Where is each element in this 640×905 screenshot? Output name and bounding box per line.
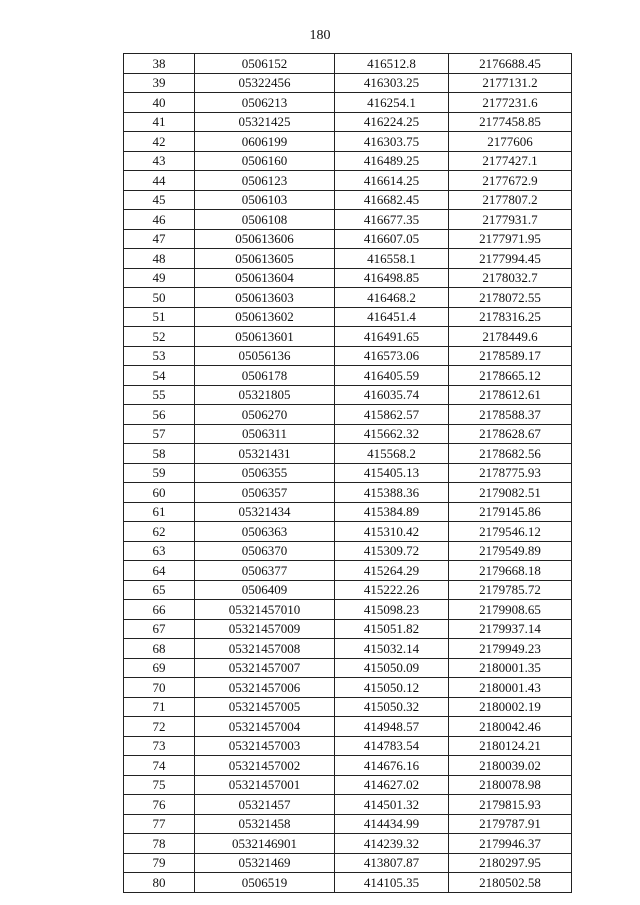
point-id-cell: 050613602 bbox=[195, 307, 335, 327]
x-coordinate-cell: 415264.29 bbox=[335, 561, 449, 581]
row-number-cell: 57 bbox=[124, 424, 195, 444]
y-coordinate-cell: 2177931.7 bbox=[449, 210, 572, 230]
table-row bbox=[124, 463, 572, 483]
x-coordinate-cell: 414239.32 bbox=[335, 834, 449, 854]
point-id-cell: 0532146901 bbox=[195, 834, 335, 854]
table-row bbox=[124, 600, 572, 620]
y-coordinate-cell: 2177994.45 bbox=[449, 249, 572, 269]
y-coordinate-cell: 2179937.14 bbox=[449, 619, 572, 639]
table-row bbox=[124, 853, 572, 873]
row-number-cell: 53 bbox=[124, 346, 195, 366]
table-row bbox=[124, 795, 572, 815]
y-coordinate-cell: 2180502.58 bbox=[449, 873, 572, 893]
x-coordinate-cell: 414676.16 bbox=[335, 756, 449, 776]
x-coordinate-cell: 415309.72 bbox=[335, 541, 449, 561]
row-number-cell: 60 bbox=[124, 483, 195, 503]
x-coordinate-cell: 414627.02 bbox=[335, 775, 449, 795]
table-row bbox=[124, 171, 572, 191]
table-row bbox=[124, 73, 572, 93]
x-coordinate-cell: 414105.35 bbox=[335, 873, 449, 893]
row-number-cell: 70 bbox=[124, 678, 195, 698]
y-coordinate-cell: 2179787.91 bbox=[449, 814, 572, 834]
row-number-cell: 75 bbox=[124, 775, 195, 795]
y-coordinate-cell: 2180001.43 bbox=[449, 678, 572, 698]
table-row bbox=[124, 54, 572, 74]
y-coordinate-cell: 2178682.56 bbox=[449, 444, 572, 464]
point-id-cell: 05321457002 bbox=[195, 756, 335, 776]
y-coordinate-cell: 2178665.12 bbox=[449, 366, 572, 386]
row-number-cell: 38 bbox=[124, 54, 195, 74]
x-coordinate-cell: 415050.12 bbox=[335, 678, 449, 698]
point-id-cell: 05321431 bbox=[195, 444, 335, 464]
row-number-cell: 61 bbox=[124, 502, 195, 522]
table-row bbox=[124, 580, 572, 600]
point-id-cell: 05321457009 bbox=[195, 619, 335, 639]
point-id-cell: 0506357 bbox=[195, 483, 335, 503]
y-coordinate-cell: 2178588.37 bbox=[449, 405, 572, 425]
table-row bbox=[124, 697, 572, 717]
table-row bbox=[124, 444, 572, 464]
x-coordinate-cell: 415568.2 bbox=[335, 444, 449, 464]
y-coordinate-cell: 2178316.25 bbox=[449, 307, 572, 327]
x-coordinate-cell: 416405.59 bbox=[335, 366, 449, 386]
table-row bbox=[124, 502, 572, 522]
table-row bbox=[124, 561, 572, 581]
row-number-cell: 42 bbox=[124, 132, 195, 152]
point-id-cell: 0506160 bbox=[195, 151, 335, 171]
y-coordinate-cell: 2179946.37 bbox=[449, 834, 572, 854]
y-coordinate-cell: 2179546.12 bbox=[449, 522, 572, 542]
table-row bbox=[124, 405, 572, 425]
point-id-cell: 05321457006 bbox=[195, 678, 335, 698]
coordinates-table bbox=[123, 53, 572, 893]
y-coordinate-cell: 2179815.93 bbox=[449, 795, 572, 815]
row-number-cell: 67 bbox=[124, 619, 195, 639]
y-coordinate-cell: 2177427.1 bbox=[449, 151, 572, 171]
x-coordinate-cell: 415222.26 bbox=[335, 580, 449, 600]
table-row bbox=[124, 424, 572, 444]
point-id-cell: 0506519 bbox=[195, 873, 335, 893]
x-coordinate-cell: 416468.2 bbox=[335, 288, 449, 308]
table-row bbox=[124, 229, 572, 249]
table-row bbox=[124, 385, 572, 405]
point-id-cell: 05321457003 bbox=[195, 736, 335, 756]
point-id-cell: 050613604 bbox=[195, 268, 335, 288]
x-coordinate-cell: 415862.57 bbox=[335, 405, 449, 425]
point-id-cell: 05321457008 bbox=[195, 639, 335, 659]
point-id-cell: 05321805 bbox=[195, 385, 335, 405]
table-row bbox=[124, 658, 572, 678]
x-coordinate-cell: 416035.74 bbox=[335, 385, 449, 405]
y-coordinate-cell: 2180297.95 bbox=[449, 853, 572, 873]
table-row bbox=[124, 619, 572, 639]
x-coordinate-cell: 414434.99 bbox=[335, 814, 449, 834]
y-coordinate-cell: 2177131.2 bbox=[449, 73, 572, 93]
point-id-cell: 050613601 bbox=[195, 327, 335, 347]
table-row bbox=[124, 307, 572, 327]
y-coordinate-cell: 2180124.21 bbox=[449, 736, 572, 756]
y-coordinate-cell: 2178612.61 bbox=[449, 385, 572, 405]
table-row bbox=[124, 112, 572, 132]
row-number-cell: 74 bbox=[124, 756, 195, 776]
point-id-cell: 05321434 bbox=[195, 502, 335, 522]
x-coordinate-cell: 414501.32 bbox=[335, 795, 449, 815]
point-id-cell: 05322456 bbox=[195, 73, 335, 93]
table-row bbox=[124, 93, 572, 113]
row-number-cell: 50 bbox=[124, 288, 195, 308]
row-number-cell: 58 bbox=[124, 444, 195, 464]
point-id-cell: 05321457004 bbox=[195, 717, 335, 737]
row-number-cell: 77 bbox=[124, 814, 195, 834]
y-coordinate-cell: 2179908.65 bbox=[449, 600, 572, 620]
point-id-cell: 0506355 bbox=[195, 463, 335, 483]
row-number-cell: 73 bbox=[124, 736, 195, 756]
table-row bbox=[124, 327, 572, 347]
row-number-cell: 49 bbox=[124, 268, 195, 288]
row-number-cell: 59 bbox=[124, 463, 195, 483]
coordinates-table-body bbox=[124, 54, 572, 893]
x-coordinate-cell: 415050.09 bbox=[335, 658, 449, 678]
point-id-cell: 05321425 bbox=[195, 112, 335, 132]
row-number-cell: 43 bbox=[124, 151, 195, 171]
y-coordinate-cell: 2176688.45 bbox=[449, 54, 572, 74]
row-number-cell: 44 bbox=[124, 171, 195, 191]
table-row bbox=[124, 522, 572, 542]
point-id-cell: 05321469 bbox=[195, 853, 335, 873]
x-coordinate-cell: 416607.05 bbox=[335, 229, 449, 249]
x-coordinate-cell: 415050.32 bbox=[335, 697, 449, 717]
table-row bbox=[124, 366, 572, 386]
row-number-cell: 66 bbox=[124, 600, 195, 620]
y-coordinate-cell: 2180078.98 bbox=[449, 775, 572, 795]
y-coordinate-cell: 2178072.55 bbox=[449, 288, 572, 308]
row-number-cell: 63 bbox=[124, 541, 195, 561]
point-id-cell: 05321457007 bbox=[195, 658, 335, 678]
x-coordinate-cell: 416498.85 bbox=[335, 268, 449, 288]
row-number-cell: 52 bbox=[124, 327, 195, 347]
row-number-cell: 56 bbox=[124, 405, 195, 425]
point-id-cell: 0506311 bbox=[195, 424, 335, 444]
x-coordinate-cell: 416303.25 bbox=[335, 73, 449, 93]
y-coordinate-cell: 2178628.67 bbox=[449, 424, 572, 444]
x-coordinate-cell: 416303.75 bbox=[335, 132, 449, 152]
y-coordinate-cell: 2177971.95 bbox=[449, 229, 572, 249]
y-coordinate-cell: 2179549.89 bbox=[449, 541, 572, 561]
x-coordinate-cell: 414948.57 bbox=[335, 717, 449, 737]
row-number-cell: 80 bbox=[124, 873, 195, 893]
table-row bbox=[124, 775, 572, 795]
row-number-cell: 46 bbox=[124, 210, 195, 230]
x-coordinate-cell: 416491.65 bbox=[335, 327, 449, 347]
row-number-cell: 65 bbox=[124, 580, 195, 600]
y-coordinate-cell: 2180042.46 bbox=[449, 717, 572, 737]
row-number-cell: 45 bbox=[124, 190, 195, 210]
row-number-cell: 39 bbox=[124, 73, 195, 93]
point-id-cell: 0506178 bbox=[195, 366, 335, 386]
x-coordinate-cell: 415662.32 bbox=[335, 424, 449, 444]
x-coordinate-cell: 416682.45 bbox=[335, 190, 449, 210]
x-coordinate-cell: 416614.25 bbox=[335, 171, 449, 191]
table-row bbox=[124, 814, 572, 834]
row-number-cell: 51 bbox=[124, 307, 195, 327]
x-coordinate-cell: 416558.1 bbox=[335, 249, 449, 269]
table-row bbox=[124, 249, 572, 269]
y-coordinate-cell: 2178589.17 bbox=[449, 346, 572, 366]
table-row bbox=[124, 717, 572, 737]
table-row bbox=[124, 132, 572, 152]
x-coordinate-cell: 415405.13 bbox=[335, 463, 449, 483]
page-number: 180 bbox=[309, 28, 331, 43]
row-number-cell: 47 bbox=[124, 229, 195, 249]
y-coordinate-cell: 2178449.6 bbox=[449, 327, 572, 347]
table-row bbox=[124, 346, 572, 366]
point-id-cell: 0506370 bbox=[195, 541, 335, 561]
point-id-cell: 05056136 bbox=[195, 346, 335, 366]
x-coordinate-cell: 415310.42 bbox=[335, 522, 449, 542]
row-number-cell: 55 bbox=[124, 385, 195, 405]
y-coordinate-cell: 2179949.23 bbox=[449, 639, 572, 659]
x-coordinate-cell: 415388.36 bbox=[335, 483, 449, 503]
point-id-cell: 05321458 bbox=[195, 814, 335, 834]
point-id-cell: 0506108 bbox=[195, 210, 335, 230]
point-id-cell: 0506103 bbox=[195, 190, 335, 210]
table-row bbox=[124, 736, 572, 756]
y-coordinate-cell: 2177458.85 bbox=[449, 112, 572, 132]
table-row bbox=[124, 873, 572, 893]
x-coordinate-cell: 416489.25 bbox=[335, 151, 449, 171]
row-number-cell: 54 bbox=[124, 366, 195, 386]
y-coordinate-cell: 2179785.72 bbox=[449, 580, 572, 600]
x-coordinate-cell: 414783.54 bbox=[335, 736, 449, 756]
table-row bbox=[124, 483, 572, 503]
y-coordinate-cell: 2179082.51 bbox=[449, 483, 572, 503]
point-id-cell: 05321457001 bbox=[195, 775, 335, 795]
row-number-cell: 71 bbox=[124, 697, 195, 717]
y-coordinate-cell: 2179668.18 bbox=[449, 561, 572, 581]
table-row bbox=[124, 756, 572, 776]
row-number-cell: 78 bbox=[124, 834, 195, 854]
row-number-cell: 68 bbox=[124, 639, 195, 659]
point-id-cell: 0506152 bbox=[195, 54, 335, 74]
row-number-cell: 40 bbox=[124, 93, 195, 113]
y-coordinate-cell: 2180039.02 bbox=[449, 756, 572, 776]
y-coordinate-cell: 2177807.2 bbox=[449, 190, 572, 210]
row-number-cell: 79 bbox=[124, 853, 195, 873]
point-id-cell: 050613603 bbox=[195, 288, 335, 308]
point-id-cell: 0606199 bbox=[195, 132, 335, 152]
x-coordinate-cell: 416573.06 bbox=[335, 346, 449, 366]
row-number-cell: 41 bbox=[124, 112, 195, 132]
y-coordinate-cell: 2177672.9 bbox=[449, 171, 572, 191]
point-id-cell: 0506409 bbox=[195, 580, 335, 600]
point-id-cell: 05321457005 bbox=[195, 697, 335, 717]
x-coordinate-cell: 416512.8 bbox=[335, 54, 449, 74]
row-number-cell: 72 bbox=[124, 717, 195, 737]
x-coordinate-cell: 416254.1 bbox=[335, 93, 449, 113]
point-id-cell: 050613605 bbox=[195, 249, 335, 269]
table-row bbox=[124, 678, 572, 698]
x-coordinate-cell: 415098.23 bbox=[335, 600, 449, 620]
x-coordinate-cell: 416451.4 bbox=[335, 307, 449, 327]
point-id-cell: 0506213 bbox=[195, 93, 335, 113]
table-row bbox=[124, 639, 572, 659]
row-number-cell: 76 bbox=[124, 795, 195, 815]
x-coordinate-cell: 415051.82 bbox=[335, 619, 449, 639]
x-coordinate-cell: 413807.87 bbox=[335, 853, 449, 873]
x-coordinate-cell: 415384.89 bbox=[335, 502, 449, 522]
y-coordinate-cell: 2179145.86 bbox=[449, 502, 572, 522]
point-id-cell: 05321457010 bbox=[195, 600, 335, 620]
table-row bbox=[124, 541, 572, 561]
y-coordinate-cell: 2178032.7 bbox=[449, 268, 572, 288]
table-row bbox=[124, 210, 572, 230]
row-number-cell: 69 bbox=[124, 658, 195, 678]
table-row bbox=[124, 288, 572, 308]
point-id-cell: 050613606 bbox=[195, 229, 335, 249]
y-coordinate-cell: 2177231.6 bbox=[449, 93, 572, 113]
point-id-cell: 0506123 bbox=[195, 171, 335, 191]
point-id-cell: 0506270 bbox=[195, 405, 335, 425]
y-coordinate-cell: 2177606 bbox=[449, 132, 572, 152]
table-row bbox=[124, 151, 572, 171]
table-row bbox=[124, 190, 572, 210]
y-coordinate-cell: 2178775.93 bbox=[449, 463, 572, 483]
y-coordinate-cell: 2180002.19 bbox=[449, 697, 572, 717]
table-row bbox=[124, 834, 572, 854]
row-number-cell: 64 bbox=[124, 561, 195, 581]
y-coordinate-cell: 2180001.35 bbox=[449, 658, 572, 678]
x-coordinate-cell: 415032.14 bbox=[335, 639, 449, 659]
table-row bbox=[124, 268, 572, 288]
point-id-cell: 0506363 bbox=[195, 522, 335, 542]
x-coordinate-cell: 416224.25 bbox=[335, 112, 449, 132]
point-id-cell: 0506377 bbox=[195, 561, 335, 581]
x-coordinate-cell: 416677.35 bbox=[335, 210, 449, 230]
row-number-cell: 62 bbox=[124, 522, 195, 542]
row-number-cell: 48 bbox=[124, 249, 195, 269]
point-id-cell: 05321457 bbox=[195, 795, 335, 815]
